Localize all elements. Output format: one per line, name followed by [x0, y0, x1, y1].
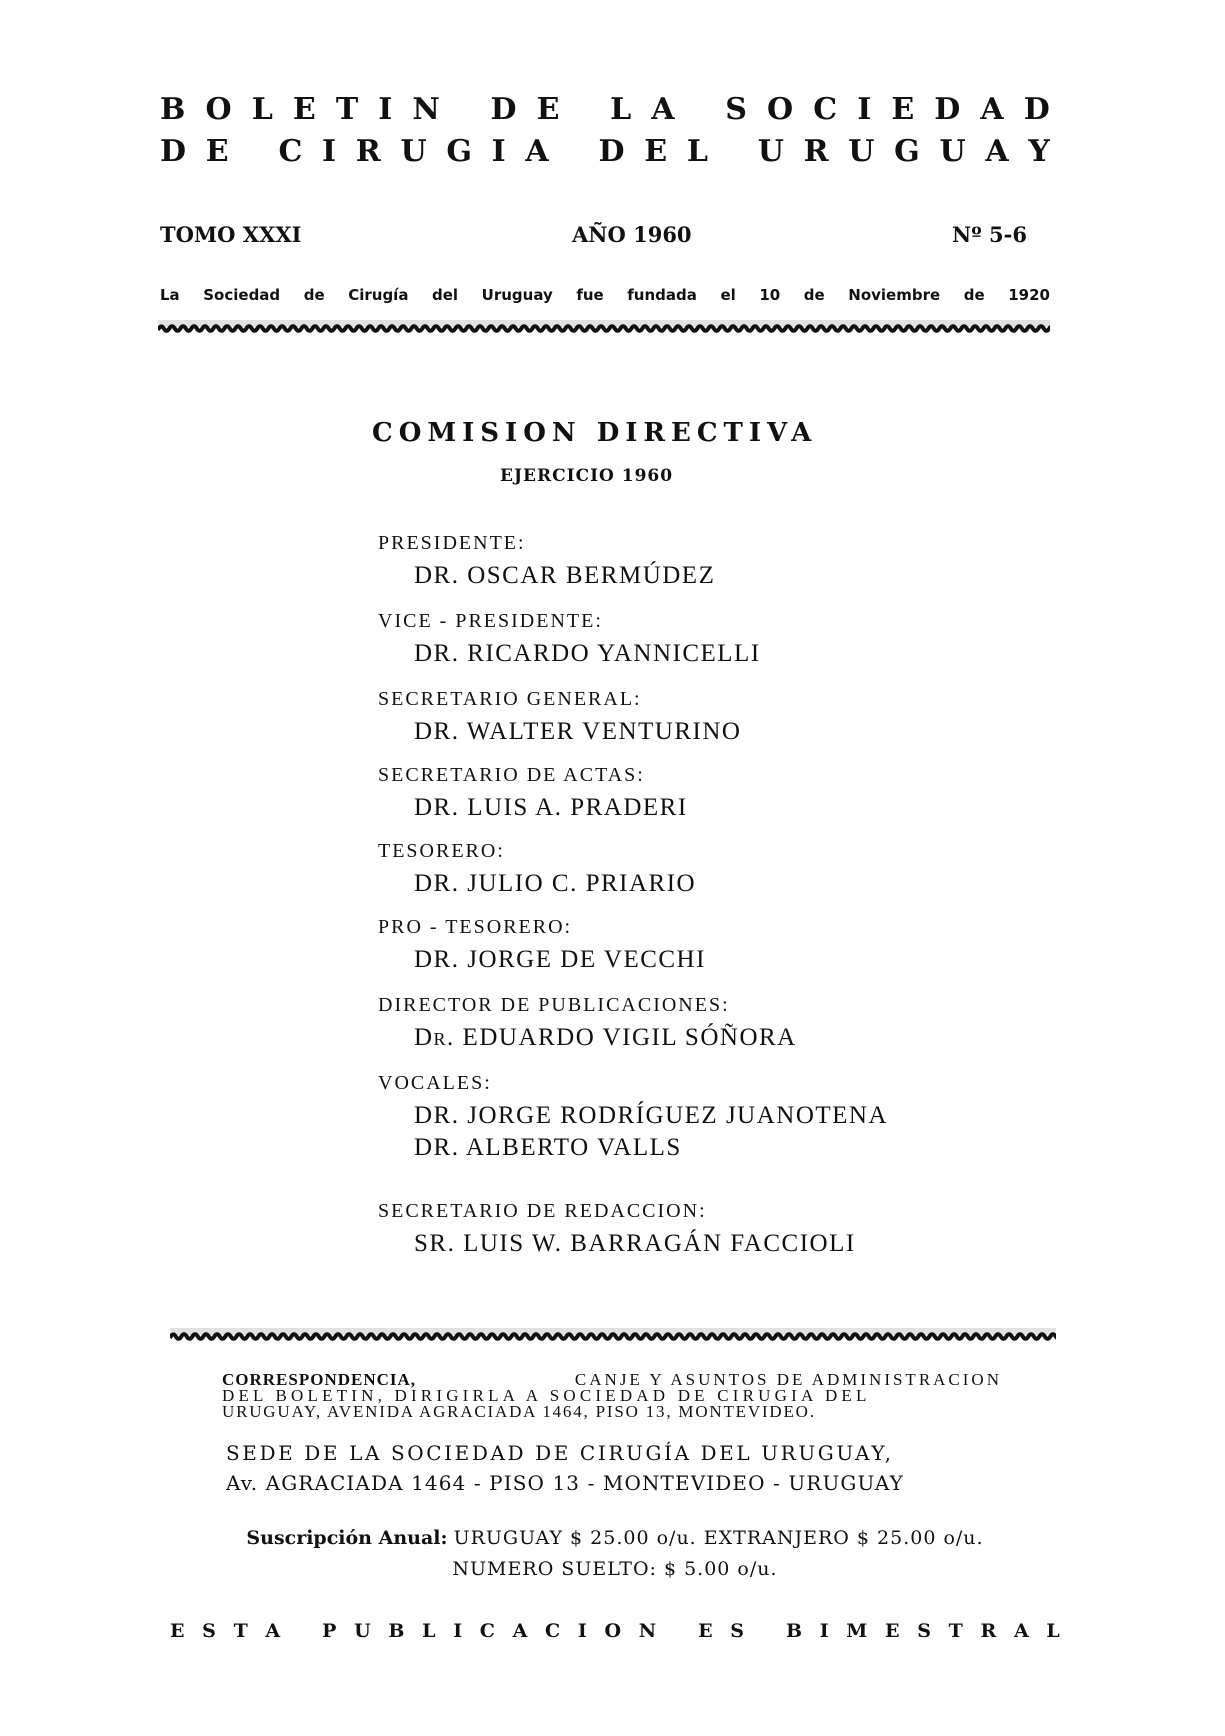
committee-member: DR. JORGE RODRÍGUEZ JUANOTENA: [414, 1102, 889, 1129]
letter: B: [160, 92, 186, 127]
letter: L: [610, 92, 632, 127]
letter: E: [205, 134, 229, 169]
letter: L: [251, 92, 273, 127]
letter: L: [686, 134, 708, 169]
committee-role: PRESIDENTE:: [378, 532, 526, 554]
committee-role: TESORERO:: [378, 840, 505, 862]
sede-line-1: SEDE DE LA SOCIEDAD DE CIRUGÍA DEL URUGUAY,: [226, 1441, 894, 1465]
letter: I: [453, 1620, 463, 1642]
letter: P: [322, 1620, 337, 1642]
committee-member: DR. JORGE DE VECCHI: [414, 946, 706, 973]
letter: T: [335, 92, 359, 127]
letter: I: [322, 134, 337, 169]
letter: A: [1013, 1620, 1029, 1642]
letter: O: [766, 92, 794, 127]
word-gap: [674, 1620, 681, 1642]
letter: S: [917, 1620, 931, 1642]
word: fundada: [627, 286, 697, 304]
letter: E: [885, 1620, 900, 1642]
word: de: [963, 286, 985, 304]
word-gap: [728, 134, 738, 169]
committee-member: DR. OSCAR BERMÚDEZ: [414, 562, 716, 589]
letter: C: [813, 92, 838, 127]
letter: I: [491, 134, 506, 169]
masthead-line-2: [160, 134, 1050, 169]
bimestral-note: [170, 1620, 1060, 1642]
word: Uruguay: [481, 286, 553, 304]
letter: L: [422, 1620, 436, 1642]
letter: G: [446, 134, 472, 169]
sede-line-2: Av. AGRACIADA 1464 - PISO 13 - MONTEVIDEO - URUGUAY: [226, 1471, 904, 1495]
committee-role: VICE - PRESIDENTE:: [378, 610, 603, 632]
letter: D: [934, 92, 961, 127]
committee-role: DIRECTOR DE PUBLICACIONES:: [378, 994, 730, 1016]
committee-member: DR. RICARDO YANNICELLI: [414, 640, 761, 667]
word: el: [720, 286, 736, 304]
volume-label: TOMO XXXI: [160, 222, 302, 247]
letter: I: [378, 92, 393, 127]
letter: Y: [1028, 134, 1050, 169]
letter: R: [980, 1620, 997, 1642]
letter: S: [730, 1620, 744, 1642]
word: Cirugía: [348, 286, 409, 304]
letter: A: [525, 134, 549, 169]
wavy-divider-bottom: [170, 1328, 1056, 1342]
correspondence-note: [222, 1372, 1002, 1420]
subscription-line: [170, 1527, 1060, 1549]
word-gap: [695, 92, 705, 127]
committee-member: Dr. EDUARDO VIGIL SÓÑORA: [414, 1024, 797, 1051]
committee-member: SR. LUIS W. BARRAGÁN FACCIOLI: [414, 1230, 856, 1257]
letter: I: [577, 1620, 587, 1642]
letter: E: [170, 1620, 185, 1642]
year-label: AÑO 1960: [572, 222, 692, 247]
correspondence-line-3: URUGUAY, AVENIDA AGRACIADA 1464, PISO 13, MONTEVIDEO.: [222, 1402, 816, 1421]
letter: S: [725, 92, 747, 127]
letter: T: [948, 1620, 963, 1642]
word: de: [803, 286, 825, 304]
correspondence-line-1: CANJE Y ASUNTOS DE ADMINISTRACION: [574, 1370, 1002, 1389]
subscription-prices: URUGUAY $ 25.00 o/u. EXTRANJERO $ 25.00 o/u.: [453, 1527, 984, 1549]
letter: S: [202, 1620, 216, 1642]
letter: E: [891, 92, 915, 127]
letter: T: [233, 1620, 248, 1642]
letter: U: [757, 134, 784, 169]
word: de: [303, 286, 325, 304]
letter: E: [698, 1620, 713, 1642]
committee-title: COMISION DIRECTIVA: [372, 418, 818, 448]
word-gap: [568, 134, 578, 169]
letter: G: [894, 134, 920, 169]
letter: D: [1023, 92, 1050, 127]
letter: U: [354, 1620, 371, 1642]
letter: U: [939, 134, 966, 169]
issue-number: Nº 5-6: [952, 222, 1027, 247]
founding-note: [160, 286, 1050, 304]
letter: D: [598, 134, 625, 169]
letter: E: [292, 92, 316, 127]
committee-member: DR. LUIS A. PRADERI: [414, 794, 688, 821]
letter: C: [545, 1620, 561, 1642]
word: 10: [759, 286, 781, 304]
committee-role: VOCALES:: [378, 1072, 492, 1094]
letter: C: [278, 134, 303, 169]
letter: I: [819, 1620, 829, 1642]
correspondence-line-2: DEL BOLETIN, DIRIGIRLA A SOCIEDAD DE CIRUGIA DEL: [222, 1386, 871, 1405]
subscription-label: Suscripción Anual:: [246, 1527, 448, 1549]
letter: C: [479, 1620, 495, 1642]
committee-role: SECRETARIO GENERAL:: [378, 688, 642, 710]
letter: L: [1046, 1620, 1060, 1642]
word: fue: [576, 286, 604, 304]
letter: M: [846, 1620, 868, 1642]
letter: R: [355, 134, 381, 169]
word-gap: [298, 1620, 305, 1642]
committee-role: SECRETARIO DE REDACCION:: [378, 1200, 707, 1222]
letter: A: [512, 1620, 528, 1642]
letter: O: [604, 1620, 621, 1642]
letter: E: [644, 134, 668, 169]
letter: N: [412, 92, 440, 127]
wavy-line: [170, 1334, 1056, 1339]
letter: A: [651, 92, 675, 127]
committee-member: DR. WALTER VENTURINO: [414, 718, 742, 745]
letter: R: [803, 134, 829, 169]
letter: U: [400, 134, 427, 169]
letter: B: [388, 1620, 405, 1642]
committee-member: DR. ALBERTO VALLS: [414, 1134, 682, 1161]
correspondence-lead: CORRESPONDENCIA,: [222, 1370, 417, 1389]
wavy-divider-top: [158, 320, 1050, 334]
letter: O: [205, 92, 232, 127]
word-gap: [248, 134, 258, 169]
letter: A: [985, 134, 1009, 169]
letter: D: [490, 92, 517, 127]
word: 1920: [1008, 286, 1050, 304]
committee-role: SECRETARIO DE ACTAS:: [378, 764, 645, 786]
letter: I: [857, 92, 872, 127]
committee-member: DR. JULIO C. PRIARIO: [414, 870, 697, 897]
masthead-line-1: [160, 92, 1050, 127]
word: La: [160, 286, 180, 304]
letter: U: [848, 134, 875, 169]
society-address: [226, 1438, 1002, 1498]
wavy-line: [158, 326, 1050, 331]
word-gap: [580, 92, 590, 127]
word-gap: [762, 1620, 769, 1642]
single-issue-price: NUMERO SUELTO: $ 5.00 o/u.: [452, 1558, 778, 1580]
letter: D: [160, 134, 187, 169]
letter: E: [536, 92, 560, 127]
word-gap: [460, 92, 470, 127]
letter: N: [638, 1620, 657, 1642]
word: Sociedad: [203, 286, 281, 304]
letter: A: [265, 1620, 281, 1642]
word: del: [432, 286, 459, 304]
committee-subtitle: EJERCICIO 1960: [500, 466, 674, 486]
letter: B: [785, 1620, 803, 1642]
committee-role: PRO - TESORERO:: [378, 916, 573, 938]
letter: A: [980, 92, 1004, 127]
word: Noviembre: [848, 286, 941, 304]
